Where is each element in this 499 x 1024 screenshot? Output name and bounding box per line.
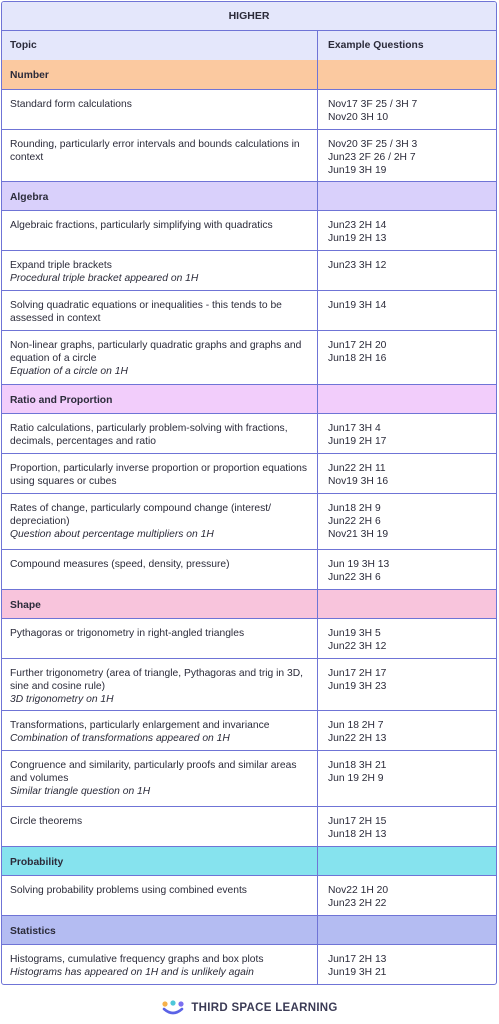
questions-cell bbox=[318, 619, 496, 658]
topic-note: Procedural triple bracket appeared on 1H bbox=[10, 273, 199, 284]
table-title-text: HIGHER bbox=[228, 10, 270, 22]
topic-cell bbox=[2, 331, 318, 384]
section-header bbox=[2, 589, 496, 618]
table-row bbox=[2, 453, 496, 493]
table-row bbox=[2, 875, 496, 915]
brand-name: THIRD SPACE LEARNING bbox=[191, 1002, 338, 1014]
questions-cell bbox=[318, 130, 496, 181]
section-empty-cell bbox=[318, 60, 496, 89]
topic-cell bbox=[2, 550, 318, 589]
question-ref: Nov21 3H 19 bbox=[328, 529, 389, 540]
question-ref: Jun17 2H 13 bbox=[328, 954, 387, 965]
topic-cell bbox=[2, 251, 318, 290]
footer bbox=[0, 996, 499, 1020]
table-row bbox=[2, 618, 496, 658]
topic-text: equation of a circle bbox=[10, 353, 97, 364]
questions-cell bbox=[318, 291, 496, 330]
table-body bbox=[2, 60, 496, 984]
section-title: Algebra bbox=[2, 182, 318, 210]
question-ref: Jun19 3H 23 bbox=[328, 681, 387, 692]
topic-text: Circle theorems bbox=[10, 816, 83, 827]
topic-text: Expand triple brackets bbox=[10, 260, 112, 271]
question-ref: Jun22 3H 6 bbox=[328, 572, 381, 583]
table-row bbox=[2, 493, 496, 549]
topic-text: decimals, percentages and ratio bbox=[10, 436, 156, 447]
question-ref: Jun17 2H 20 bbox=[328, 340, 387, 351]
brand-logo-icon bbox=[161, 1000, 185, 1016]
topic-cell bbox=[2, 494, 318, 549]
topic-text: and volumes bbox=[10, 773, 69, 784]
topic-text: Non-linear graphs, particularly quadratic graphs and graphs and bbox=[10, 340, 302, 351]
question-ref: Jun 19 3H 13 bbox=[328, 559, 390, 570]
section-empty-cell bbox=[318, 182, 496, 210]
topic-cell bbox=[2, 291, 318, 330]
table-header bbox=[2, 30, 496, 60]
question-ref: Jun 18 2H 7 bbox=[328, 720, 384, 731]
table-row bbox=[2, 549, 496, 589]
topic-text: Transformations, particularly enlargement and invariance bbox=[10, 720, 270, 731]
question-ref: Jun 19 2H 9 bbox=[328, 773, 384, 784]
topic-note: Combination of transformations appeared on 1H bbox=[10, 733, 230, 744]
questions-cell bbox=[318, 751, 496, 806]
question-ref: Jun23 2H 22 bbox=[328, 898, 387, 909]
questions-cell bbox=[318, 711, 496, 750]
topic-text: Pythagoras or trigonometry in right-angled triangles bbox=[10, 628, 245, 639]
topic-text: Histograms, cumulative frequency graphs and box plots bbox=[10, 954, 264, 965]
topic-cell bbox=[2, 619, 318, 658]
question-ref: Nov22 1H 20 bbox=[328, 885, 389, 896]
table-row bbox=[2, 750, 496, 806]
question-ref: Jun19 2H 13 bbox=[328, 233, 387, 244]
topic-cell bbox=[2, 751, 318, 806]
section-empty-cell bbox=[318, 590, 496, 618]
topic-cell bbox=[2, 876, 318, 915]
table-row bbox=[2, 413, 496, 453]
question-ref: Jun22 3H 12 bbox=[328, 641, 387, 652]
question-ref: Jun22 2H 6 bbox=[328, 516, 381, 527]
question-ref: Jun22 2H 11 bbox=[328, 463, 386, 474]
question-ref: Nov20 3H 10 bbox=[328, 112, 389, 123]
question-ref: Jun17 2H 17 bbox=[328, 668, 387, 679]
questions-cell bbox=[318, 454, 496, 493]
topic-note: Equation of a circle on 1H bbox=[10, 366, 128, 377]
question-ref: Jun23 2F 26 / 2H 7 bbox=[328, 152, 416, 163]
question-ref: Jun23 3H 12 bbox=[328, 260, 387, 271]
question-ref: Jun22 2H 13 bbox=[328, 733, 387, 744]
topic-text: Congruence and similarity, particularly proofs and similar areas bbox=[10, 760, 297, 771]
topic-cell bbox=[2, 659, 318, 710]
section-header bbox=[2, 846, 496, 875]
table-title bbox=[2, 2, 496, 30]
section-header bbox=[2, 60, 496, 89]
table-row bbox=[2, 129, 496, 181]
question-ref: Jun19 3H 5 bbox=[328, 628, 381, 639]
topic-cell bbox=[2, 945, 318, 984]
section-header bbox=[2, 915, 496, 944]
table-row bbox=[2, 944, 496, 984]
questions-cell bbox=[318, 211, 496, 250]
topic-text: assessed in context bbox=[10, 313, 101, 324]
table-row bbox=[2, 210, 496, 250]
table-row bbox=[2, 710, 496, 750]
questions-cell bbox=[318, 414, 496, 453]
question-ref: Nov19 3H 16 bbox=[328, 476, 389, 487]
table-row bbox=[2, 330, 496, 384]
topic-text: using squares or cubes bbox=[10, 476, 117, 487]
table-row bbox=[2, 806, 496, 846]
question-ref: Jun18 2H 16 bbox=[328, 353, 387, 364]
topic-cell bbox=[2, 807, 318, 846]
topic-text: sine and cosine rule) bbox=[10, 681, 106, 692]
section-empty-cell bbox=[318, 916, 496, 944]
question-ref: Jun18 2H 13 bbox=[328, 829, 387, 840]
topic-text: Rounding, particularly error intervals and bounds calculations in bbox=[10, 139, 300, 150]
questions-cell bbox=[318, 331, 496, 384]
topic-text: Solving probability problems using combined events bbox=[10, 885, 247, 896]
topic-cell bbox=[2, 130, 318, 181]
question-ref: Nov20 3F 25 / 3H 3 bbox=[328, 139, 418, 150]
section-title: Statistics bbox=[2, 916, 318, 944]
topic-note: 3D trigonometry on 1H bbox=[10, 694, 114, 705]
question-ref: Jun17 2H 15 bbox=[328, 816, 387, 827]
topic-cell bbox=[2, 90, 318, 129]
topic-text: Ratio calculations, particularly problem-solving with fractions, bbox=[10, 423, 288, 434]
question-ref: Jun19 3H 21 bbox=[328, 967, 387, 978]
table-row bbox=[2, 658, 496, 710]
questions-cell bbox=[318, 807, 496, 846]
questions-cell bbox=[318, 876, 496, 915]
questions-cell bbox=[318, 945, 496, 984]
questions-cell bbox=[318, 494, 496, 549]
topic-text: depreciation) bbox=[10, 516, 70, 527]
questions-cell bbox=[318, 550, 496, 589]
topic-text: Further trigonometry (area of triangle, Pythagoras and trig in 3D, bbox=[10, 668, 304, 679]
section-title: Shape bbox=[2, 590, 318, 618]
questions-cell bbox=[318, 90, 496, 129]
question-ref: Jun18 2H 9 bbox=[328, 503, 381, 514]
questions-cell bbox=[318, 659, 496, 710]
question-ref: Jun18 3H 21 bbox=[328, 760, 387, 771]
section-header bbox=[2, 181, 496, 210]
table-row bbox=[2, 290, 496, 330]
section-empty-cell bbox=[318, 385, 496, 413]
section-title: Number bbox=[2, 60, 318, 89]
section-title: Probability bbox=[2, 847, 318, 875]
topic-text: Standard form calculations bbox=[10, 99, 132, 110]
question-ref: Jun19 3H 14 bbox=[328, 300, 387, 311]
topic-note: Histograms has appeared on 1H and is unlikely again bbox=[10, 967, 254, 978]
topic-cell bbox=[2, 211, 318, 250]
question-ref: Jun19 3H 19 bbox=[328, 165, 387, 176]
topic-text: Proportion, particularly inverse proportion or proportion equations bbox=[10, 463, 308, 474]
question-ref: Jun17 3H 4 bbox=[328, 423, 381, 434]
topic-text: context bbox=[10, 152, 44, 163]
questions-cell bbox=[318, 251, 496, 290]
table-row bbox=[2, 89, 496, 129]
topic-note: Similar triangle question on 1H bbox=[10, 786, 151, 797]
topic-text: Algebraic fractions, particularly simplifying with quadratics bbox=[10, 220, 273, 231]
header-topic: Topic bbox=[2, 31, 318, 60]
topic-text: Solving quadratic equations or inequalities - this tends to be bbox=[10, 300, 282, 311]
section-title: Ratio and Proportion bbox=[2, 385, 318, 413]
topic-text: Compound measures (speed, density, pressure) bbox=[10, 559, 230, 570]
topic-note: Question about percentage multipliers on 1H bbox=[10, 529, 214, 540]
topic-cell bbox=[2, 454, 318, 493]
section-header bbox=[2, 384, 496, 413]
header-questions: Example Questions bbox=[328, 40, 424, 51]
table-row bbox=[2, 250, 496, 290]
topic-cell bbox=[2, 711, 318, 750]
topic-cell bbox=[2, 414, 318, 453]
question-ref: Jun19 2H 17 bbox=[328, 436, 387, 447]
question-ref: Jun23 2H 14 bbox=[328, 220, 387, 231]
topics-table bbox=[1, 1, 497, 985]
section-empty-cell bbox=[318, 847, 496, 875]
topic-text: Rates of change, particularly compound change (interest/ bbox=[10, 503, 272, 514]
question-ref: Nov17 3F 25 / 3H 7 bbox=[328, 99, 418, 110]
